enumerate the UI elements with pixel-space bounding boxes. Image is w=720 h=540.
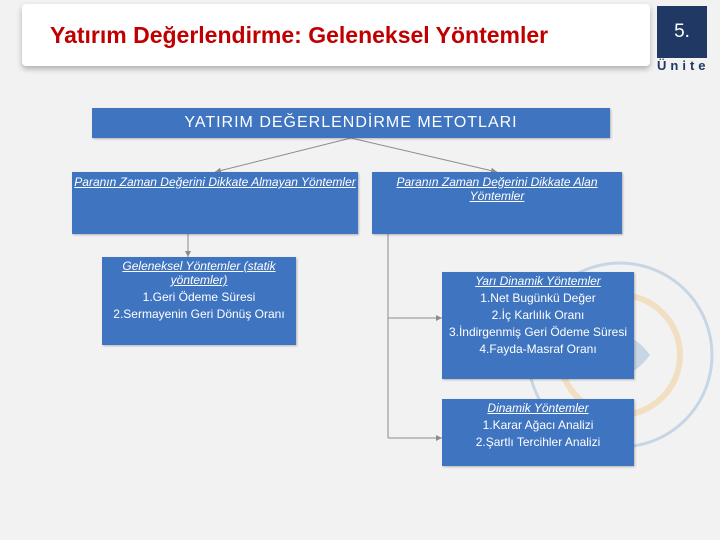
classic-title: Geleneksel Yöntemler (statik yöntemler) — [122, 259, 276, 287]
time-value-ignored-box — [72, 172, 358, 234]
unit-label: Ünite — [657, 58, 710, 73]
list-item: 1.Karar Ağacı Analizi — [482, 418, 594, 432]
slide-title: Yatırım Değerlendirme: Geleneksel Yöntemler — [50, 21, 549, 48]
unit-number-badge: 5. — [657, 6, 707, 58]
connector-root-right — [351, 138, 497, 172]
connector-root-left — [215, 138, 351, 172]
list-item: 2.Şartlı Tercihler Analizi — [475, 435, 601, 449]
list-item: 2.İç Karlılık Oranı — [491, 308, 585, 322]
left-branch-label: Paranın Zaman Değerini Dikkate Almayan Yöntemler — [74, 175, 356, 189]
list-item: 1.Net Bugünkü Değer — [480, 291, 596, 305]
semi-dynamic-methods-box — [442, 272, 634, 379]
root-methods-box: YATIRIM DEĞERLENDİRME METOTLARI — [92, 108, 610, 138]
list-item: 3.İndirgenmiş Geri Ödeme Süresi — [448, 325, 628, 339]
classic-methods-box — [102, 257, 296, 345]
list-item: 2.Sermayenin Geri Dönüş Oranı — [113, 307, 285, 321]
time-value-considered-box — [372, 172, 622, 234]
dynamic-title: Dinamik Yöntemler — [487, 401, 589, 415]
list-item: 4.Fayda-Masraf Oranı — [479, 342, 597, 356]
list-item: 1.Geri Ödeme Süresi — [142, 290, 256, 304]
semi-dynamic-title: Yarı Dinamik Yöntemler — [475, 274, 601, 288]
dynamic-methods-box — [442, 399, 634, 466]
right-branch-label: Paranın Zaman Değerini Dikkate Alan Yöntemler — [396, 175, 598, 203]
